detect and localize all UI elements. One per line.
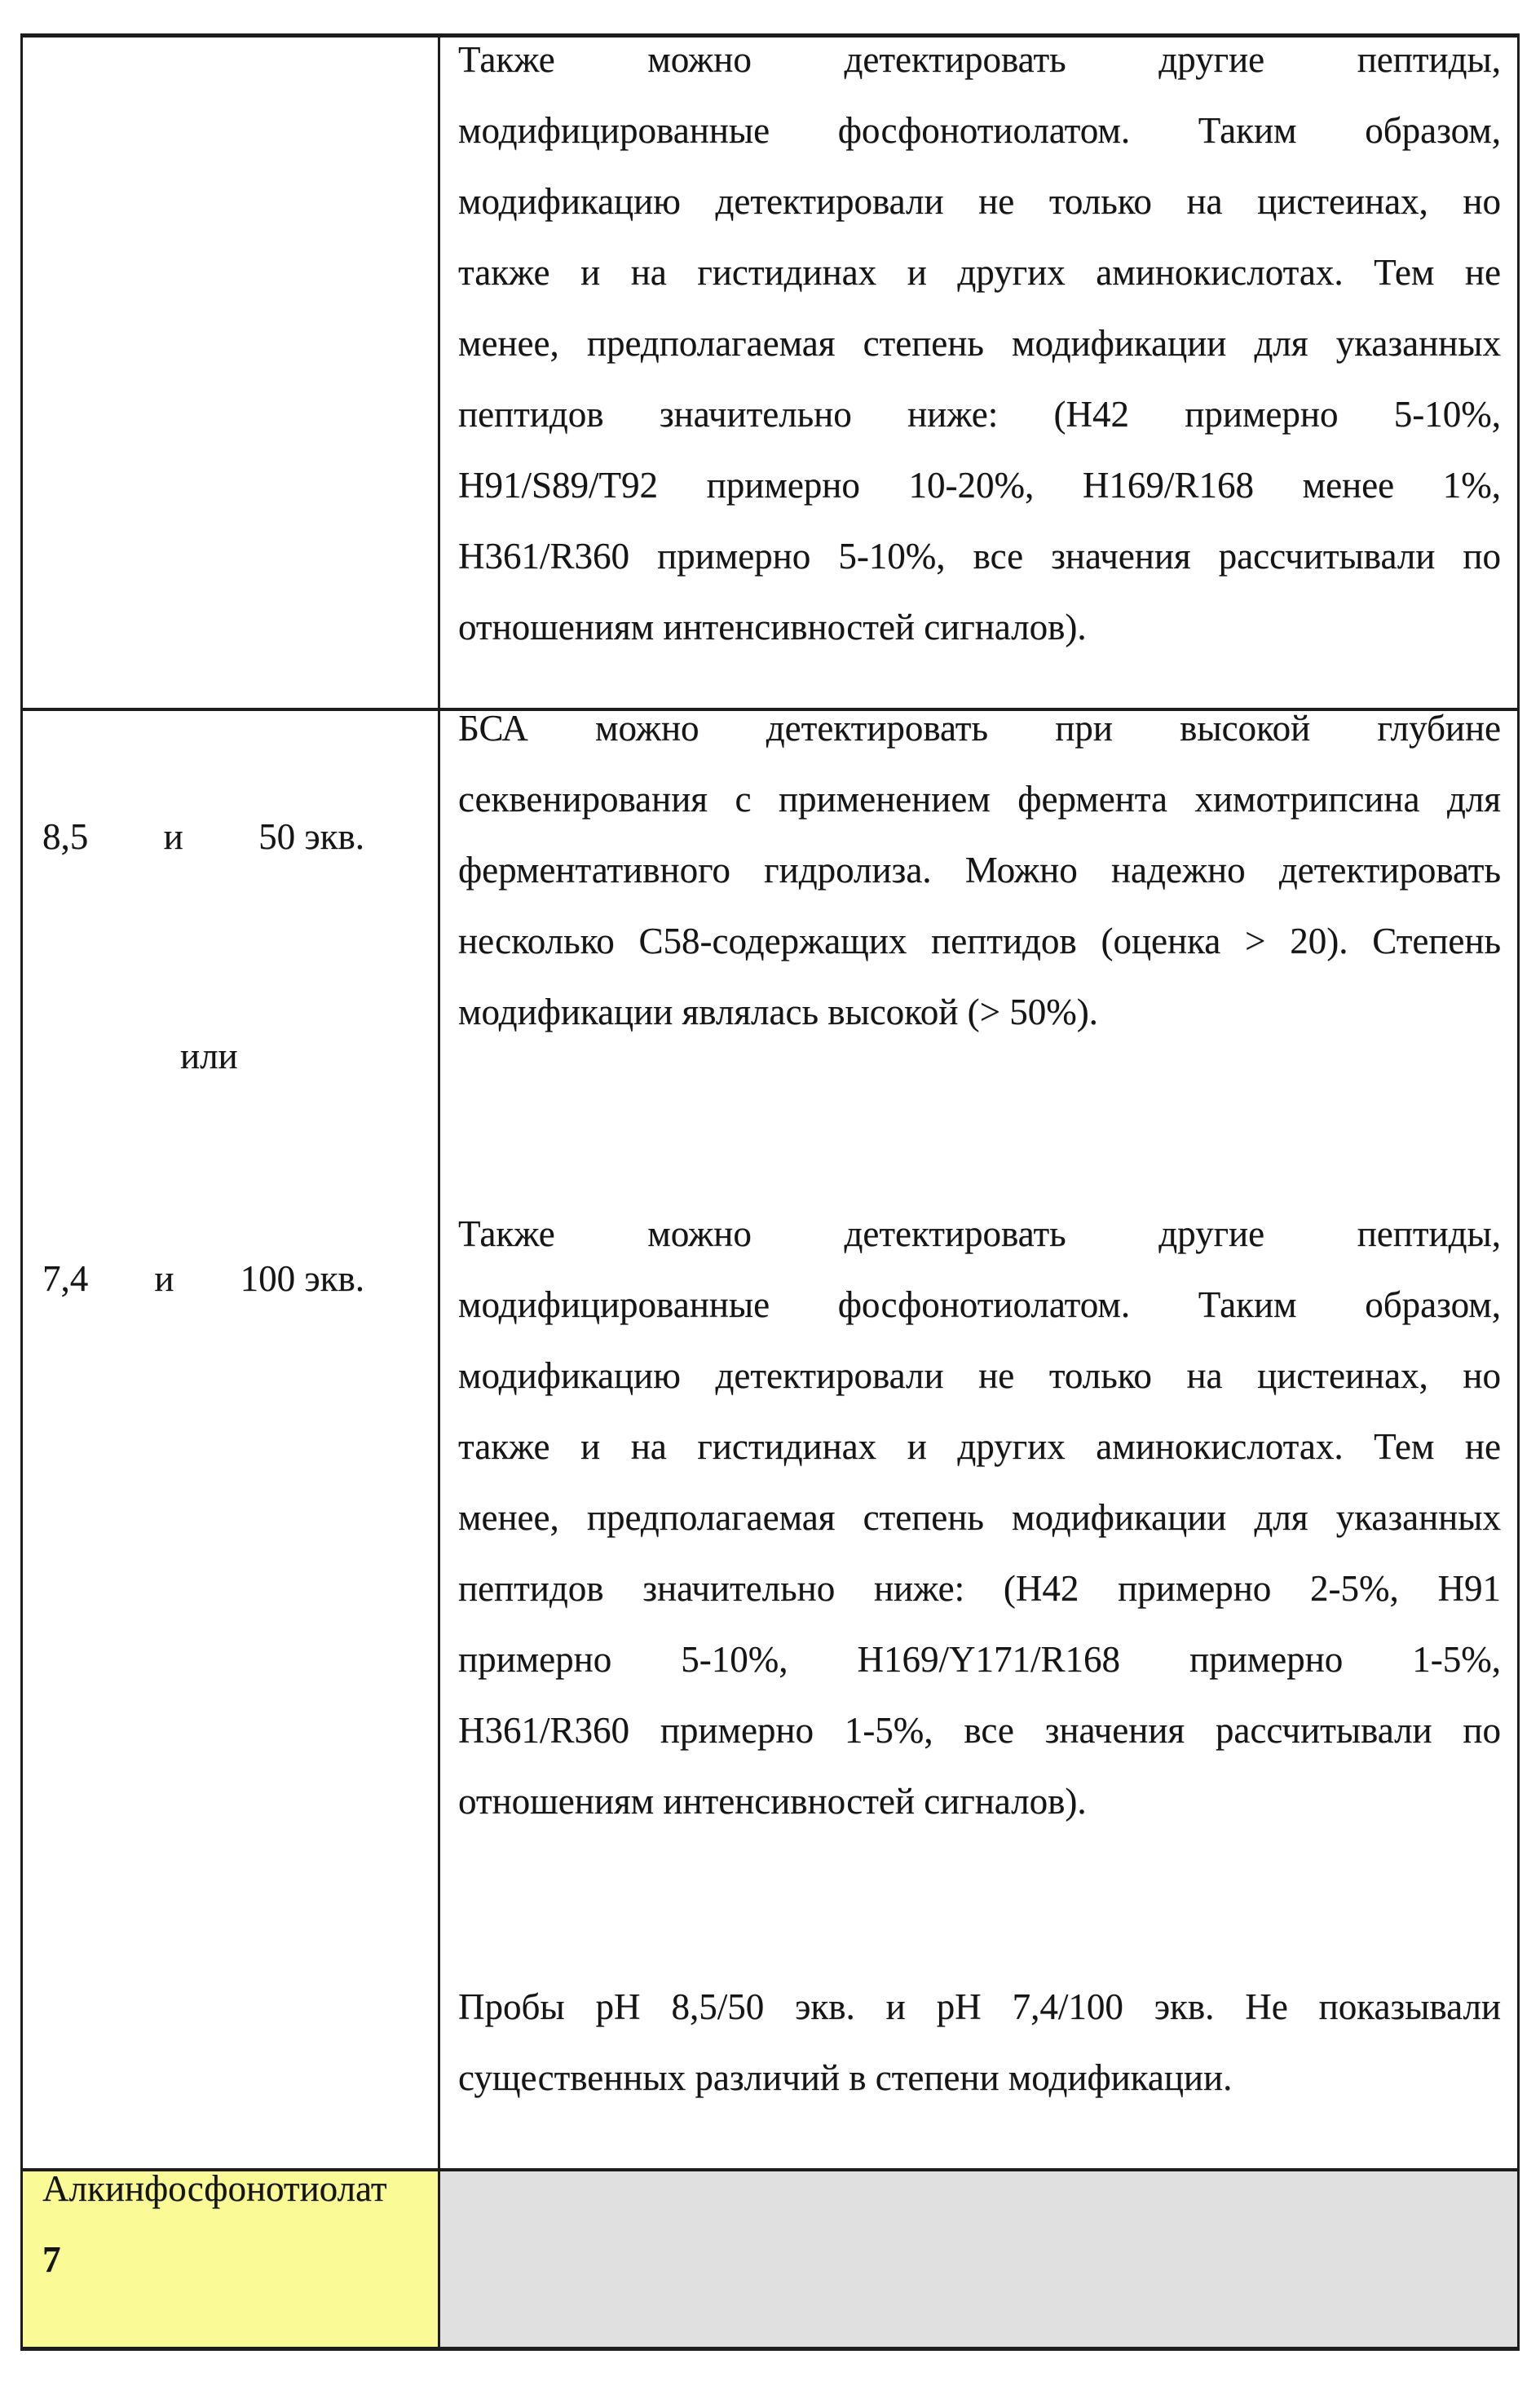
text-line: Пробы pH 8,5/50 экв. и pH 7,4/100 экв. Не показывали: [458, 1986, 1501, 2027]
condition-ph-equivalents: [42, 802, 364, 872]
conjunction: и: [154, 1258, 174, 1299]
text-line: ферментативного гидролиза. Можно надежно детектировать: [458, 850, 1501, 890]
text-line: также и на гистидинах и других аминокислотах. Тем не: [458, 1426, 1501, 1467]
text-line: БСА можно детектировать при высокой глубине: [458, 711, 1501, 749]
row3-right-cell-empty: [440, 2171, 1517, 2347]
text-line: Также можно детектировать другие пептиды,: [458, 1213, 1501, 1254]
paragraph: [458, 711, 1501, 1048]
text-line: H91/S89/T92 примерно 10-20%, H169/R168 менее 1%,: [458, 465, 1501, 506]
text-line: несколько C58-содержащих пептидов (оценка > 20). Степень: [458, 921, 1501, 961]
table-row: [23, 708, 1517, 2168]
row3-left-cell-highlighted: [23, 2168, 440, 2347]
text-line: модификацию детектировали не только на цистеинах, но: [458, 181, 1501, 222]
equivalents-value: 50 экв.: [258, 816, 364, 857]
row1-left-cell-empty: [23, 38, 440, 708]
text-line: примерно 5-10%, H169/Y171/R168 примерно 1-5%,: [458, 1639, 1501, 1680]
equivalents-value: 100 экв.: [240, 1258, 364, 1299]
paragraph: [458, 1972, 1501, 2114]
text-line: пептидов значительно ниже: (H42 примерно 2-5%, H91: [458, 1568, 1501, 1609]
text-line: пептидов значительно ниже: (H42 примерно 5-10%,: [458, 394, 1501, 435]
text-line: Также можно детектировать другие пептиды,: [458, 39, 1501, 80]
text-line: также и на гистидинах и других аминокислотах. Тем не: [458, 252, 1501, 293]
row2-right-cell: [440, 711, 1517, 2168]
or-word: или: [180, 1036, 238, 1076]
text-line: модифицированные фосфонотиолатом. Таким образом,: [458, 1284, 1501, 1325]
row2-left-cell: [23, 711, 440, 2168]
text-line: модификацию детектировали не только на цистеинах, но: [458, 1355, 1501, 1396]
text-line: секвенирования с применением фермента химотрипсина для: [458, 779, 1501, 819]
text-line: H361/R360 примерно 1-5%, все значения рассчитывали по: [458, 1710, 1501, 1751]
text-line: отношениям интенсивностей сигналов).: [458, 607, 1087, 647]
row1-right-cell: [440, 38, 1517, 708]
compound-number: 7: [42, 2239, 61, 2280]
ph-value: 8,5: [42, 816, 89, 857]
compound-name: Алкинфосфонотиолат: [42, 2168, 387, 2209]
text-line: модифицированные фосфонотиолатом. Таким образом,: [458, 110, 1501, 151]
patent-table: [20, 33, 1520, 2351]
text-line: модификации являлась высокой (> 50%).: [458, 992, 1098, 1032]
text-line: менее, предполагаемая степень модификации для указанных: [458, 1497, 1501, 1538]
table-row: [23, 38, 1517, 708]
text-line: менее, предполагаемая степень модификации для указанных: [458, 323, 1501, 364]
ph-value: 7,4: [42, 1258, 89, 1299]
table-row: [23, 2168, 1517, 2347]
paragraph: [458, 38, 1501, 663]
conjunction: и: [163, 816, 183, 857]
condition-ph-equivalents: [42, 1244, 364, 1314]
text-line: существенных различий в степени модификации.: [458, 2057, 1233, 2098]
text-line: отношениям интенсивностей сигналов).: [458, 1781, 1087, 1822]
text-line: H361/R360 примерно 5-10%, все значения рассчитывали по: [458, 536, 1501, 576]
paragraph: [458, 1199, 1501, 1837]
